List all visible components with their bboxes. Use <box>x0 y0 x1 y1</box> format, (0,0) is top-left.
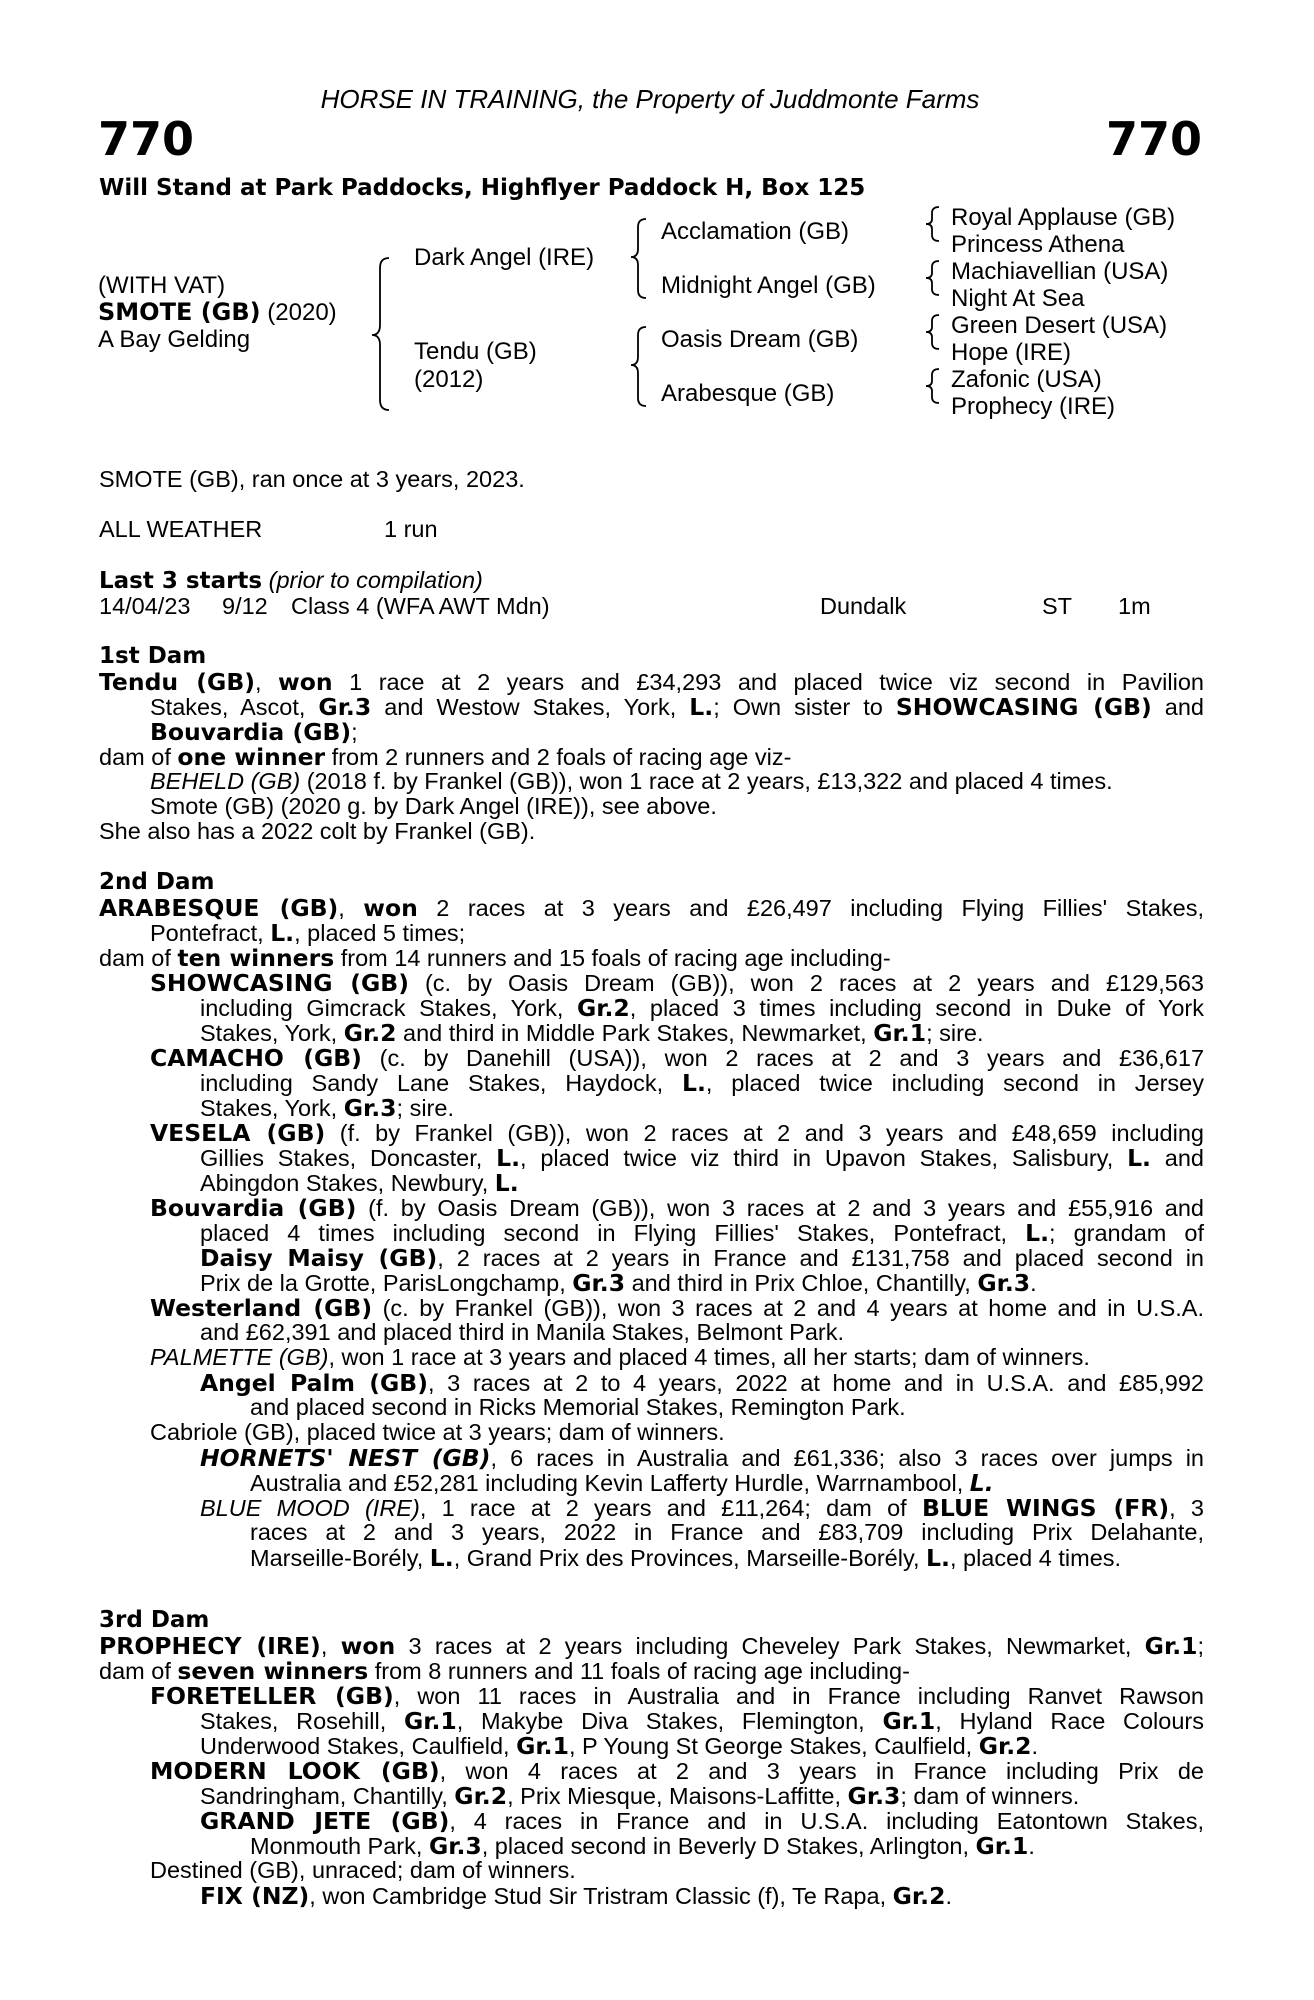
dam3-line-1: PROPHECY (IRE), won 3 races at 2 years including Cheveley Park Stakes, Newmarket, Gr.1; <box>99 1632 1205 1660</box>
dam2-line-23: HORNETS' NEST (GB), 6 races in Australia and £61,336; also 3 races over jumps in <box>200 1444 1204 1472</box>
start-date: 14/04/23 <box>99 593 191 619</box>
dam3-line-4: Stakes, Rosehill, Gr.1, Makybe Diva Stakes, Flemington, Gr.1, Hyland Race Colours <box>200 1707 1204 1735</box>
dam1-line-6: Smote (GB) (2020 g. by Dark Angel (IRE)), see above. <box>150 793 717 819</box>
dam3-line-7: Sandringham, Chantilly, Gr.2, Prix Miesque, Maisons-Laffitte, Gr.3; dam of winners. <box>200 1782 1080 1810</box>
pedigree-g5: Green Desert (USA) <box>951 312 1168 339</box>
dam3-line-3: FORETELLER (GB), won 11 races in Australia and in France including Ranvet Rawson <box>150 1682 1204 1710</box>
dam2-line-4: SHOWCASING (GB) (c. by Oasis Dream (GB)), won 2 races at 2 years and £129,563 <box>150 969 1204 997</box>
dam1-line-5: BEHELD (GB) (2018 f. by Frankel (GB)), won 1 race at 2 years, £13,322 and placed 4 times. <box>150 768 1113 794</box>
race-record-summary: SMOTE (GB), ran once at 3 years, 2023. <box>99 466 525 492</box>
dam3-line-8: GRAND JETE (GB), 4 races in France and in U.S.A. including Eatontown Stakes, <box>200 1807 1205 1835</box>
vat-note: (WITH VAT) <box>98 272 226 299</box>
pedigree-g7: Zafonic (USA) <box>951 366 1102 393</box>
dam2-line-15: Daisy Maisy (GB), 2 races at 2 years in France and £131,758 and placed second in <box>200 1244 1205 1272</box>
dam2-line-8: including Sandy Lane Stakes, Haydock, L., placed twice including second in Jersey <box>200 1069 1204 1097</box>
start-distance: 1m <box>1118 593 1151 619</box>
dam1-line-3: Bouvardia (GB); <box>150 718 358 746</box>
dam3-line-9: Monmouth Park, Gr.3, placed second in Beverly D Stakes, Arlington, Gr.1. <box>250 1832 1035 1860</box>
dam2-line-14: placed 4 times including second in Flying Fillies' Stakes, Pontefract, L.; grandam of <box>200 1219 1204 1247</box>
dam2-line-26: races at 2 and 3 years, 2022 in France and £83,709 including Prix Delahante, <box>250 1519 1204 1545</box>
dam1-line-4: dam of one winner from 2 runners and 2 foals of racing age viz- <box>99 743 792 771</box>
last-starts-heading: Last 3 starts (prior to compilation) <box>99 567 483 594</box>
horse-description: A Bay Gelding <box>98 326 251 353</box>
runs-count: 1 run <box>384 516 438 542</box>
dam2-line-12: Abingdon Stakes, Newbury, L. <box>200 1169 519 1197</box>
dam2-line-16: Prix de la Grotte, ParisLongchamp, Gr.3 and third in Prix Chloe, Chantilly, Gr.3. <box>200 1269 1037 1297</box>
lot-number-right: 770 <box>1105 112 1202 166</box>
pedigree-g1: Royal Applause (GB) <box>951 204 1176 231</box>
dam2-line-5: including Gimcrack Stakes, York, Gr.2, placed 3 times including second in Duke of York <box>200 994 1205 1022</box>
pedigree-g4: Night At Sea <box>951 285 1085 312</box>
start-race: Class 4 (WFA AWT Mdn) <box>291 593 550 619</box>
dam2-heading: 2nd Dam <box>99 869 215 895</box>
horse-name: SMOTE (GB) <box>98 298 261 326</box>
dam3-heading: 3rd Dam <box>99 1607 210 1633</box>
dam2-line-7: CAMACHO (GB) (c. by Danehill (USA)), won 2 races at 2 and 3 years and £36,617 <box>150 1044 1205 1072</box>
pedigree-g3: Machiavellian (USA) <box>951 258 1169 285</box>
stand-location: Will Stand at Park Paddocks, Highflyer Paddock H, Box 125 <box>99 175 866 201</box>
dam1-heading: 1st Dam <box>99 643 207 669</box>
pedigree-sire-dam: Midnight Angel (GB) <box>661 272 876 299</box>
pedigree-sire-sire: Acclamation (GB) <box>661 218 850 245</box>
lot-number-left: 770 <box>98 112 195 166</box>
pedigree-dam-year: (2012) <box>414 366 484 393</box>
pedigree-g8: Prophecy (IRE) <box>951 393 1116 420</box>
dam2-line-3: dam of ten winners from 14 runners and 15 foals of racing age including- <box>99 944 891 972</box>
dam2-line-13: Bouvardia (GB) (f. by Oasis Dream (GB)), won 3 races at 2 and 3 years and £55,916 and <box>150 1194 1204 1222</box>
horse-name-line <box>98 298 337 327</box>
horse-year: (2020) <box>267 299 337 326</box>
pedigree-g2: Princess Athena <box>951 231 1125 258</box>
dam2-line-1: ARABESQUE (GB), won 2 races at 3 years and £26,497 including Flying Fillies' Stakes, <box>99 894 1204 922</box>
dam2-line-9: Stakes, York, Gr.3; sire. <box>200 1094 454 1122</box>
dam3-line-6: MODERN LOOK (GB), won 4 races at 2 and 3 years in France including Prix de <box>150 1757 1204 1785</box>
dam3-line-10: Destined (GB), unraced; dam of winners. <box>150 1857 576 1883</box>
dam3-line-5: Underwood Stakes, Caulfield, Gr.1, P Young St George Stakes, Caulfield, Gr.2. <box>200 1732 1039 1760</box>
pedigree-dam-sire: Oasis Dream (GB) <box>661 326 859 353</box>
pedigree-dam: Tendu (GB) <box>414 338 537 365</box>
dam1-line-7: She also has a 2022 colt by Frankel (GB). <box>99 818 536 844</box>
dam2-line-19: PALMETTE (GB), won 1 race at 3 years and placed 4 times, all her starts; dam of winners. <box>150 1344 1090 1370</box>
dam2-line-6: Stakes, York, Gr.2 and third in Middle Park Stakes, Newmarket, Gr.1; sire. <box>200 1019 984 1047</box>
dam2-line-21: and placed second in Ricks Memorial Stakes, Remington Park. <box>250 1394 906 1420</box>
start-position: 9/12 <box>222 593 268 619</box>
start-course: Dundalk <box>820 593 907 619</box>
dam2-line-2: Pontefract, L., placed 5 times; <box>150 919 466 947</box>
dam3-line-11: FIX (NZ), won Cambridge Stud Sir Tristram Classic (f), Te Rapa, Gr.2. <box>200 1882 952 1910</box>
last-starts-note: (prior to compilation) <box>268 567 483 593</box>
dam2-line-25: BLUE MOOD (IRE), 1 race at 2 years and £11,264; dam of BLUE WINGS (FR), 3 <box>200 1494 1204 1522</box>
dam1-line-2: Stakes, Ascot, Gr.3 and Westow Stakes, York, L.; Own sister to SHOWCASING (GB) and <box>150 693 1204 721</box>
dam2-line-11: Gillies Stakes, Doncaster, L., placed twice viz third in Upavon Stakes, Salisbury, L. and <box>200 1144 1204 1172</box>
pedigree-dam-dam: Arabesque (GB) <box>661 380 835 407</box>
dam1-line-1: Tendu (GB), won 1 race at 2 years and £34,293 and placed twice viz second in Pavilion <box>99 668 1204 696</box>
dam2-line-18: and £62,391 and placed third in Manila Stakes, Belmont Park. <box>200 1319 845 1345</box>
dam2-line-22: Cabriole (GB), placed twice at 3 years; dam of winners. <box>150 1419 725 1445</box>
dam2-line-17: Westerland (GB) (c. by Frankel (GB)), won 3 races at 2 and 4 years at home and in U.S.A. <box>150 1294 1204 1322</box>
start-going: ST <box>1042 593 1073 619</box>
pedigree-sire: Dark Angel (IRE) <box>414 244 595 271</box>
dam2-line-24: Australia and £52,281 including Kevin Lafferty Hurdle, Warrnambool, L. <box>250 1469 994 1497</box>
catalogue-header: HORSE IN TRAINING, the Property of Juddmonte Farms <box>320 84 980 114</box>
surface-label: ALL WEATHER <box>99 516 263 542</box>
pedigree-g6: Hope (IRE) <box>951 339 1072 366</box>
dam2-line-27: Marseille-Borély, L., Grand Prix des Provinces, Marseille-Borély, L., placed 4 times. <box>250 1544 1122 1572</box>
dam2-line-10: VESELA (GB) (f. by Frankel (GB)), won 2 races at 2 and 3 years and £48,659 including <box>150 1119 1204 1147</box>
dam3-line-2: dam of seven winners from 8 runners and 11 foals of racing age including- <box>99 1657 910 1685</box>
dam2-line-20: Angel Palm (GB), 3 races at 2 to 4 years, 2022 at home and in U.S.A. and £85,992 <box>200 1369 1204 1397</box>
